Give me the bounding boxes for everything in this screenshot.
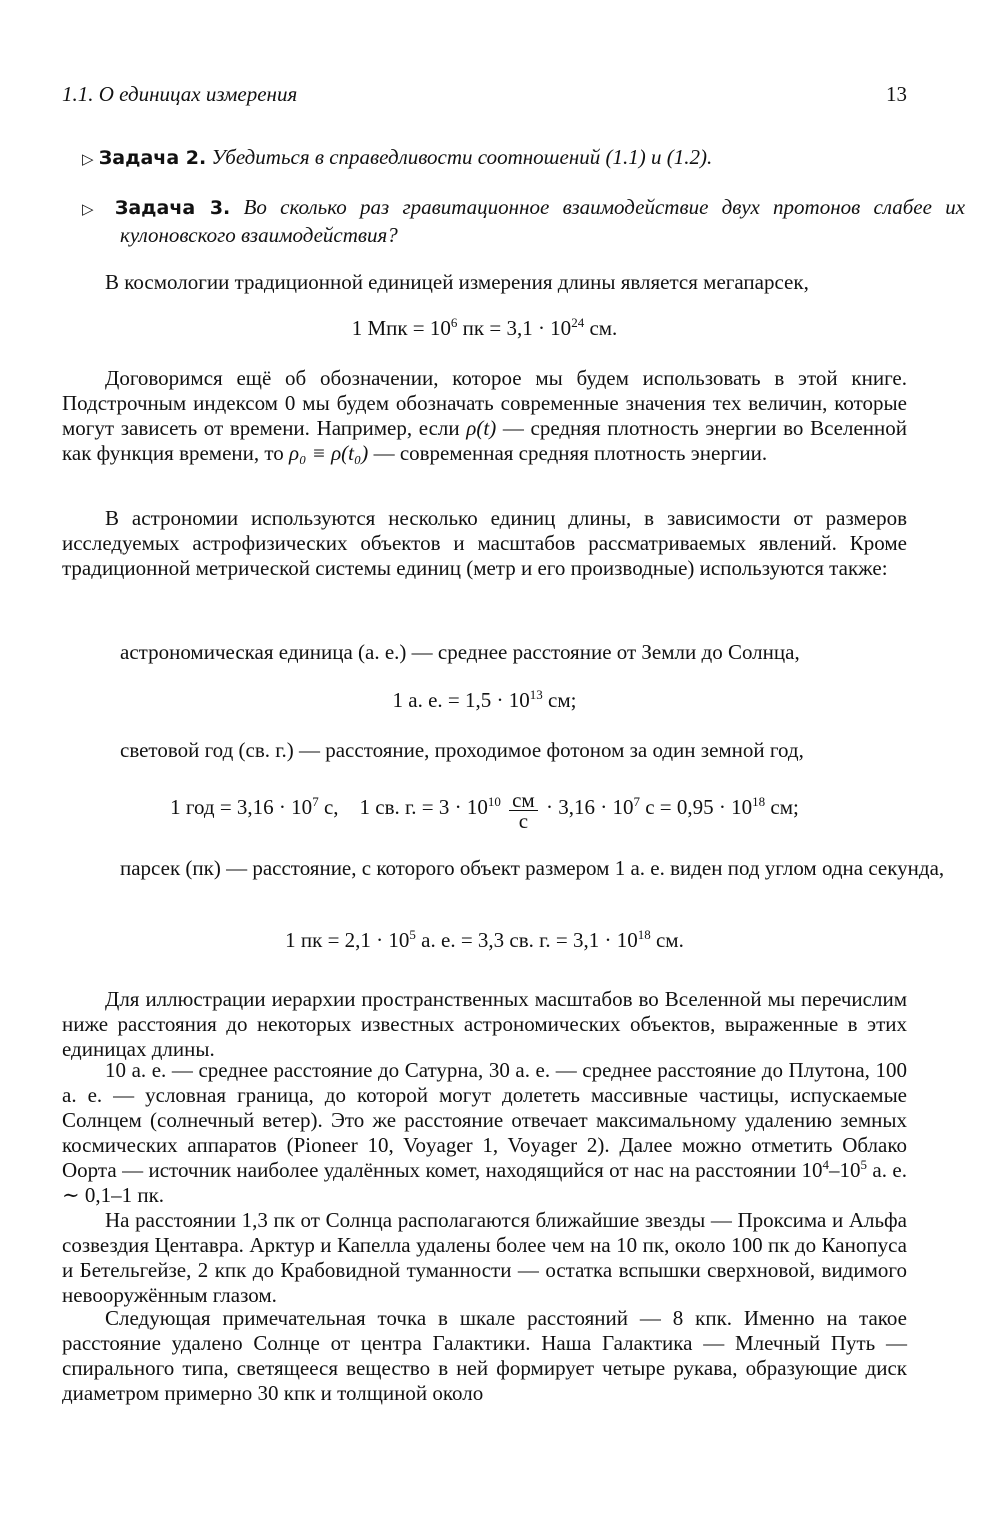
paragraph-nearest-stars: На расстоянии 1,3 пк от Солнца располагаются ближайшие звезды — Проксима и Альфа созвездия Центавра. Арктур и Капелла удалены более чем на 10 пк, около 100 пк до Канопуса и Бетельгейзе, 2 кпк до Крабовидной туманности — остатка вспышки сверхновой, видимого невооружённым глазом. xyxy=(62,1208,907,1307)
equation-megaparsec: 1 Мпк = $10^6$ пк = $3,1 \cdot 10^{24}$ см. xyxy=(351,315,618,340)
fraction-cm-per-s: $\frac{см}{с}$ xyxy=(509,790,538,831)
task-3 xyxy=(62,195,965,248)
section-title: 1.1. О единицах измерения xyxy=(62,82,298,106)
task-label: Задача 2. xyxy=(98,147,207,169)
task-2 xyxy=(62,145,965,173)
paragraph-units: В астрономии используются несколько единиц длины, в зависимости от размеров исследуемых астрофизических объектов и масштабов рассматриваемых явлений. Кроме традиционной метрической системы единиц (метр и его производные) используются также: xyxy=(62,506,907,580)
equation-au: 1 а. е. = $1,5 \cdot 10^{13}$ см; xyxy=(392,687,577,712)
paragraph-galaxy: Следующая примечательная точка в шкале расстояний — 8 кпк. Именно на такое расстояние удалено Солнце от центра Галактики. Наша Галактика — Млечный Путь — спирального типа, светящееся вещество в ней формирует четыре рукава, образующие диск диаметром примерно 30 кпк и толщиной около xyxy=(62,1306,907,1405)
page-number: 13 xyxy=(886,82,907,106)
task-text: Во сколько раз гравитационное взаимодействие двух протонов слабее их кулоновского взаимодействия? xyxy=(120,195,966,247)
definition-light-year: световой год (св. г.) — расстояние, проходимое фотоном за один земной год, xyxy=(120,738,804,762)
rho-of-t: ρ(t) xyxy=(466,416,497,440)
task-label: Задача 3. xyxy=(114,197,231,219)
paragraph-solar-system: 10 а. е. — среднее расстояние до Сатурна, 30 а. е. — среднее расстояние до Плутона, 100 а. е. — условная граница, до которой могут долететь массивные частицы, испускаемые Солнцем (солнечный ветер). Это же расстояние отвечает максимальному удалению земных космических аппаратов (Pioneer 10, Voyager 1, Voyager 2). Далее можно отметить Облако Оорта — источник наиболее удалённых комет, находящийся от нас на расстоянии $10^4-10^5$ а. е. ∼ 0,1–1 пк. xyxy=(62,1058,907,1207)
equation-parsec: 1 пк = $2,1 \cdot 10^5$ а. е. = 3,3 св. г. = $3,1 \cdot 10^{18}$ см. xyxy=(285,927,684,952)
triangle-marker-icon: ▷ xyxy=(82,152,94,168)
rho-zero: ρ₀ ≡ ρ(t₀) xyxy=(289,441,369,465)
paragraph-megaparsec: В космологии традиционной единицей измерения длины является мегапарсек, xyxy=(105,270,809,294)
definition-parsec: парсек (пк) — расстояние, с которого объект размером 1 а. е. виден под углом одна секунда, xyxy=(120,856,945,880)
triangle-marker-icon: ▷ xyxy=(82,202,102,218)
paragraph-notation: Договоримся ещё об обозначении, которое мы будем использовать в этой книге. Подстрочным индексом 0 мы будем обозначать современные значения тех величин, которые могут зависеть от времени. Например, если ρ(t) — средняя плотность энергии во Вселенной как функция времени, то ρ₀ ≡ ρ(t₀) — современная средняя плотность энергии. xyxy=(62,366,908,465)
task-text: Убедиться в справедливости соотношений (1.1) и (1.2). xyxy=(211,145,713,169)
paragraph-hierarchy: Для иллюстрации иерархии пространственных масштабов во Вселенной мы перечислим ниже расстояния до некоторых известных астрономических объектов, выраженные в этих единицах длины. xyxy=(62,987,907,1061)
definition-au: астрономическая единица (а. е.) — среднее расстояние от Земли до Солнца, xyxy=(120,640,800,664)
equation-light-year: 1 год = $3,16 \cdot 10^7$ с, 1 св. г. = $3 \cdot 10^{10}$ $\frac{см}{с}$ · $3,16 \cdot 10^7$ $с = 0,95 \cdot 10^{18}$ см; xyxy=(170,788,799,833)
running-header xyxy=(62,82,907,110)
